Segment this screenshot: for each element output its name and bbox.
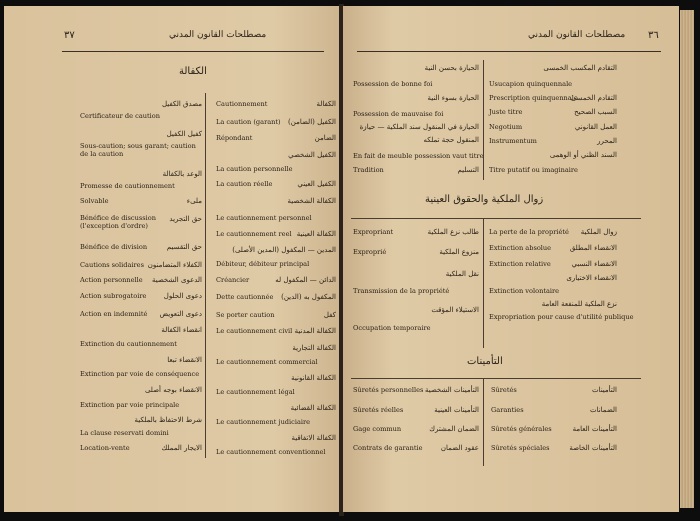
header-rule bbox=[62, 51, 324, 52]
term-fr: Usucapion quinquennale bbox=[489, 80, 573, 88]
term-ar: التأمينات الخاصة bbox=[569, 444, 617, 452]
running-head: مصطلحات القانون المدني bbox=[169, 30, 267, 40]
term-fr: Bénéfice de division bbox=[80, 243, 148, 251]
term-ar: الكفالة الشخصية bbox=[287, 197, 336, 205]
term-fr: Sous-caution; sous garant; caution de la caution bbox=[80, 142, 196, 158]
term-ar: التأمينات العامة bbox=[572, 425, 617, 433]
term-ar: دعوى التعويض bbox=[159, 310, 202, 318]
term-fr: Instrumentum bbox=[489, 137, 537, 145]
term-fr: Expropriation pour cause d'utilité publique bbox=[489, 313, 634, 321]
term-fr: Sûretés personnelles bbox=[353, 386, 424, 394]
term-ar: الكفالة الاتفاقية bbox=[291, 434, 336, 442]
term-ar: التأمينات الشخصية bbox=[424, 386, 479, 394]
term-ar: انقضاء الكفالة bbox=[161, 326, 202, 334]
term-ar: دعوى الحلول bbox=[163, 292, 202, 300]
term-ar: الاستيلاء المؤقت bbox=[431, 306, 479, 314]
section-title: التأمينات bbox=[467, 356, 503, 367]
term-fr: Se porter caution bbox=[216, 311, 275, 319]
term-ar: الكفلاء المتضامنون bbox=[147, 261, 202, 269]
page-edges bbox=[680, 10, 694, 508]
term-ar: نقل الملكية bbox=[445, 270, 479, 278]
term-fr: Prescription quinquennale bbox=[489, 94, 578, 102]
term-fr: Sûretés bbox=[491, 386, 517, 394]
term-ar: الكفالة العينية bbox=[296, 230, 336, 238]
term-ar: الكفيل العيني bbox=[297, 180, 336, 188]
term-ar: الكفالة القضائية bbox=[290, 404, 336, 412]
term-ar: التقادم الخمسى bbox=[570, 94, 617, 102]
term-fr: Possession de bonne foi bbox=[353, 80, 433, 88]
column-divider bbox=[483, 378, 484, 466]
term-ar: طالب نزع الملكية bbox=[427, 228, 479, 236]
term-fr: Tradition bbox=[353, 166, 384, 174]
term-fr: La caution réelle bbox=[216, 180, 273, 188]
term-ar: منزوع الملكية bbox=[439, 248, 479, 256]
term-ar: الكفالة bbox=[316, 100, 336, 108]
term-ar: حق التجريد bbox=[169, 215, 202, 223]
term-fr: Extinction relative bbox=[489, 260, 551, 268]
term-fr: La caution personnelle bbox=[216, 165, 293, 173]
term-fr: Le cautionnement reel bbox=[216, 230, 292, 238]
term-ar: حق التقسيم bbox=[166, 243, 202, 251]
term-fr: Exproprié bbox=[353, 248, 387, 256]
section-rule bbox=[351, 218, 641, 219]
term-ar: الانقضاء النسبي bbox=[571, 260, 617, 268]
term-ar: الكفيل (الضامن) bbox=[288, 118, 336, 126]
term-fr: Occupation temporaire bbox=[353, 324, 431, 332]
term-ar: المكفول به (الدين) bbox=[281, 293, 336, 301]
running-head: مصطلحات القانون المدني bbox=[528, 30, 626, 40]
term-fr: Cautionnement bbox=[216, 100, 268, 108]
term-ar: الايجار المملك bbox=[161, 444, 202, 452]
left-page bbox=[4, 6, 340, 512]
term-fr: Sûretés spéciales bbox=[491, 444, 550, 452]
right-page bbox=[343, 6, 679, 512]
term-fr: Créancier bbox=[216, 276, 250, 284]
term-fr: Certificateur de caution bbox=[80, 112, 160, 120]
section-title: الكفالة bbox=[179, 66, 207, 77]
term-fr: Répondant bbox=[216, 134, 253, 142]
term-ar: نزع الملكية للمنفعة العامة bbox=[541, 300, 617, 308]
term-fr: Débiteur, débiteur principal bbox=[216, 260, 310, 268]
term-ar: العمل القانوني bbox=[574, 123, 617, 131]
term-fr: En fait de meuble possession vaut titre bbox=[353, 152, 484, 160]
term-ar: التأمينات bbox=[591, 386, 617, 394]
term-fr: Negotium bbox=[489, 123, 523, 131]
term-ar: الانقضاء تبعا bbox=[167, 356, 202, 364]
term-ar: الانقضاء المطلق bbox=[569, 244, 617, 252]
term-fr: Action en indemnité bbox=[80, 310, 148, 318]
term-ar: الحيازة بسوء النية bbox=[427, 94, 479, 102]
term-ar: التقادم المكسب الخمسى bbox=[543, 64, 617, 72]
term-ar: الحيازة في المنقول سند الملكية — حيازة bbox=[359, 123, 479, 131]
term-ar: المحرر bbox=[597, 137, 617, 145]
term-ar: عقود الضمان bbox=[440, 444, 479, 452]
term-ar: الحيازة بحسن النية bbox=[424, 64, 479, 72]
section-title: زوال الملكية والحقوق العينية bbox=[425, 194, 544, 205]
term-ar: السند الظني أو الوهمى bbox=[549, 151, 617, 159]
term-fr: Le cautionnement légal bbox=[216, 388, 295, 396]
term-ar: ملىء bbox=[186, 197, 202, 205]
term-fr: Dette cautionnée bbox=[216, 293, 274, 301]
term-fr: Juste titre bbox=[489, 108, 523, 116]
term-fr: Le cautionnement personnel bbox=[216, 214, 312, 222]
term-fr: Transmission de la propriété bbox=[353, 287, 450, 295]
term-ar: التسليم bbox=[457, 166, 479, 174]
term-fr: Expropriant bbox=[353, 228, 394, 236]
term-fr: Promesse de cautionnement bbox=[80, 182, 175, 190]
term-fr: Cautions solidaires bbox=[80, 261, 144, 269]
term-fr: Extinction absolue bbox=[489, 244, 552, 252]
term-ar: المنقول حجة تملكه bbox=[423, 136, 479, 144]
term-ar: الانقضاء الاختيارى bbox=[566, 274, 617, 282]
column-divider bbox=[483, 60, 484, 180]
term-ar: كفل bbox=[323, 311, 336, 319]
term-fr: Possession de mauvaise foi bbox=[353, 110, 444, 118]
term-fr: Action personnelle bbox=[80, 276, 143, 284]
term-ar: كفيل الكفيل bbox=[166, 130, 202, 138]
term-fr: Sûretés réelles bbox=[353, 406, 404, 414]
term-fr: Extinction par voie de conséquence bbox=[80, 370, 200, 378]
term-fr: Gage commun bbox=[353, 425, 402, 433]
term-ar: الانقضاء بوجه أصلى bbox=[144, 386, 202, 394]
term-ar: الضامن bbox=[314, 134, 336, 142]
term-ar: الكفالة القانونية bbox=[291, 374, 336, 382]
term-fr: Titre putatif ou imaginaire bbox=[489, 166, 578, 174]
section-rule bbox=[351, 378, 641, 379]
column-divider bbox=[483, 218, 484, 348]
term-ar: الكفالة المدنية bbox=[294, 327, 336, 335]
term-fr: La clause reservati domini bbox=[80, 429, 169, 437]
term-fr: Location-vente bbox=[80, 444, 130, 452]
term-ar: المدين — المكفول (المدين الأصلى) bbox=[232, 246, 336, 254]
column-divider bbox=[205, 93, 206, 458]
term-ar: شرط الاحتفاظ بالملكية bbox=[134, 416, 202, 424]
term-ar: الدعوى الشخصية bbox=[151, 276, 202, 284]
term-ar: الكفالة التجارية bbox=[292, 344, 336, 352]
term-fr: La perte de la propriété bbox=[489, 228, 569, 236]
term-fr: Sûretés générales bbox=[491, 425, 552, 433]
header-rule bbox=[357, 51, 661, 52]
term-fr: Contrats de garantie bbox=[353, 444, 423, 452]
term-ar: مصدق الكفيل bbox=[161, 100, 202, 108]
term-fr: Extinction volontaire bbox=[489, 287, 560, 295]
term-ar: الوعد بالكفالة bbox=[162, 170, 202, 178]
page-number: ٣٧ bbox=[64, 30, 75, 41]
term-fr: Le cautionnement civil bbox=[216, 327, 293, 335]
term-fr: La caution (garant) bbox=[216, 118, 281, 126]
term-fr: Action subrogatoire bbox=[80, 292, 147, 300]
term-ar: الضمانات bbox=[590, 406, 617, 414]
term-fr: Extinction du cautionnement bbox=[80, 340, 177, 348]
term-ar: الضمان المشترك bbox=[429, 425, 479, 433]
term-fr: Garanties bbox=[491, 406, 524, 414]
term-fr: Le cautionnement judiciaire bbox=[216, 418, 311, 426]
term-fr: Solvable bbox=[80, 197, 109, 205]
term-ar: الكفيل الشخصي bbox=[288, 151, 336, 159]
term-ar: زوال الملكية bbox=[580, 228, 617, 236]
term-ar: السبب الصحيح bbox=[574, 108, 617, 116]
term-fr: Extinction par voie principale bbox=[80, 401, 180, 409]
page-number: ٣٦ bbox=[648, 30, 659, 41]
term-ar: التأمينات العينية bbox=[434, 406, 479, 414]
term-fr: Bénéfice de discussion (l'exception d'ordre) bbox=[80, 214, 156, 230]
term-fr: Le cautionnement conventionnel bbox=[216, 448, 326, 456]
term-fr: Le cautionnement commercial bbox=[216, 358, 318, 366]
term-ar: الدائن — المكفول له bbox=[275, 276, 336, 284]
